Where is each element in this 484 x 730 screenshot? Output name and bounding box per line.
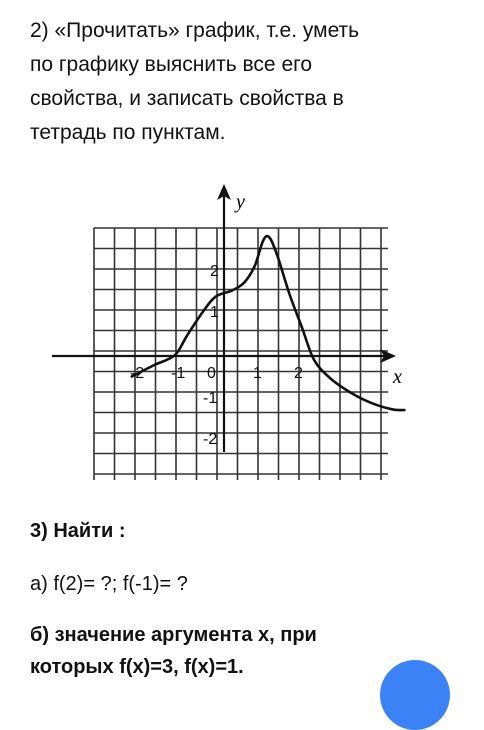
- task-3b-line-2: которых f(x)=3, f(x)=1.: [30, 656, 244, 678]
- tick-label: 2: [294, 365, 303, 382]
- tick-label: -1: [203, 390, 218, 407]
- graph-grid: [94, 228, 388, 480]
- tick-label: -2: [130, 365, 145, 382]
- function-curve: [132, 236, 405, 410]
- task-3b-line-1: б) значение аргумента х, при: [30, 624, 317, 646]
- tick-label: 1: [253, 365, 262, 382]
- tick-label: -1: [171, 365, 186, 382]
- tick-label: -2: [203, 431, 218, 448]
- task-3a-text: а) f(2)= ?; f(-1)= ?: [30, 573, 188, 595]
- task-2-line-1: 2) «Прочитать» график, т.е. уметь: [30, 19, 360, 42]
- task-2-line-4: тетрадь по пунктам.: [30, 121, 226, 144]
- x-axis-label: x: [393, 366, 402, 388]
- task-3-heading: 3) Найти :: [30, 520, 126, 542]
- task-2-line-2: по графику выяснить все его: [30, 53, 313, 76]
- task-2-line-3: свойства, и записать свойства в: [30, 87, 344, 110]
- y-axis-label: y: [236, 191, 245, 213]
- tick-label: 1: [210, 304, 219, 321]
- tick-label: 0: [207, 365, 216, 382]
- tick-label: 2: [210, 263, 219, 280]
- floating-action-button[interactable]: [380, 660, 450, 730]
